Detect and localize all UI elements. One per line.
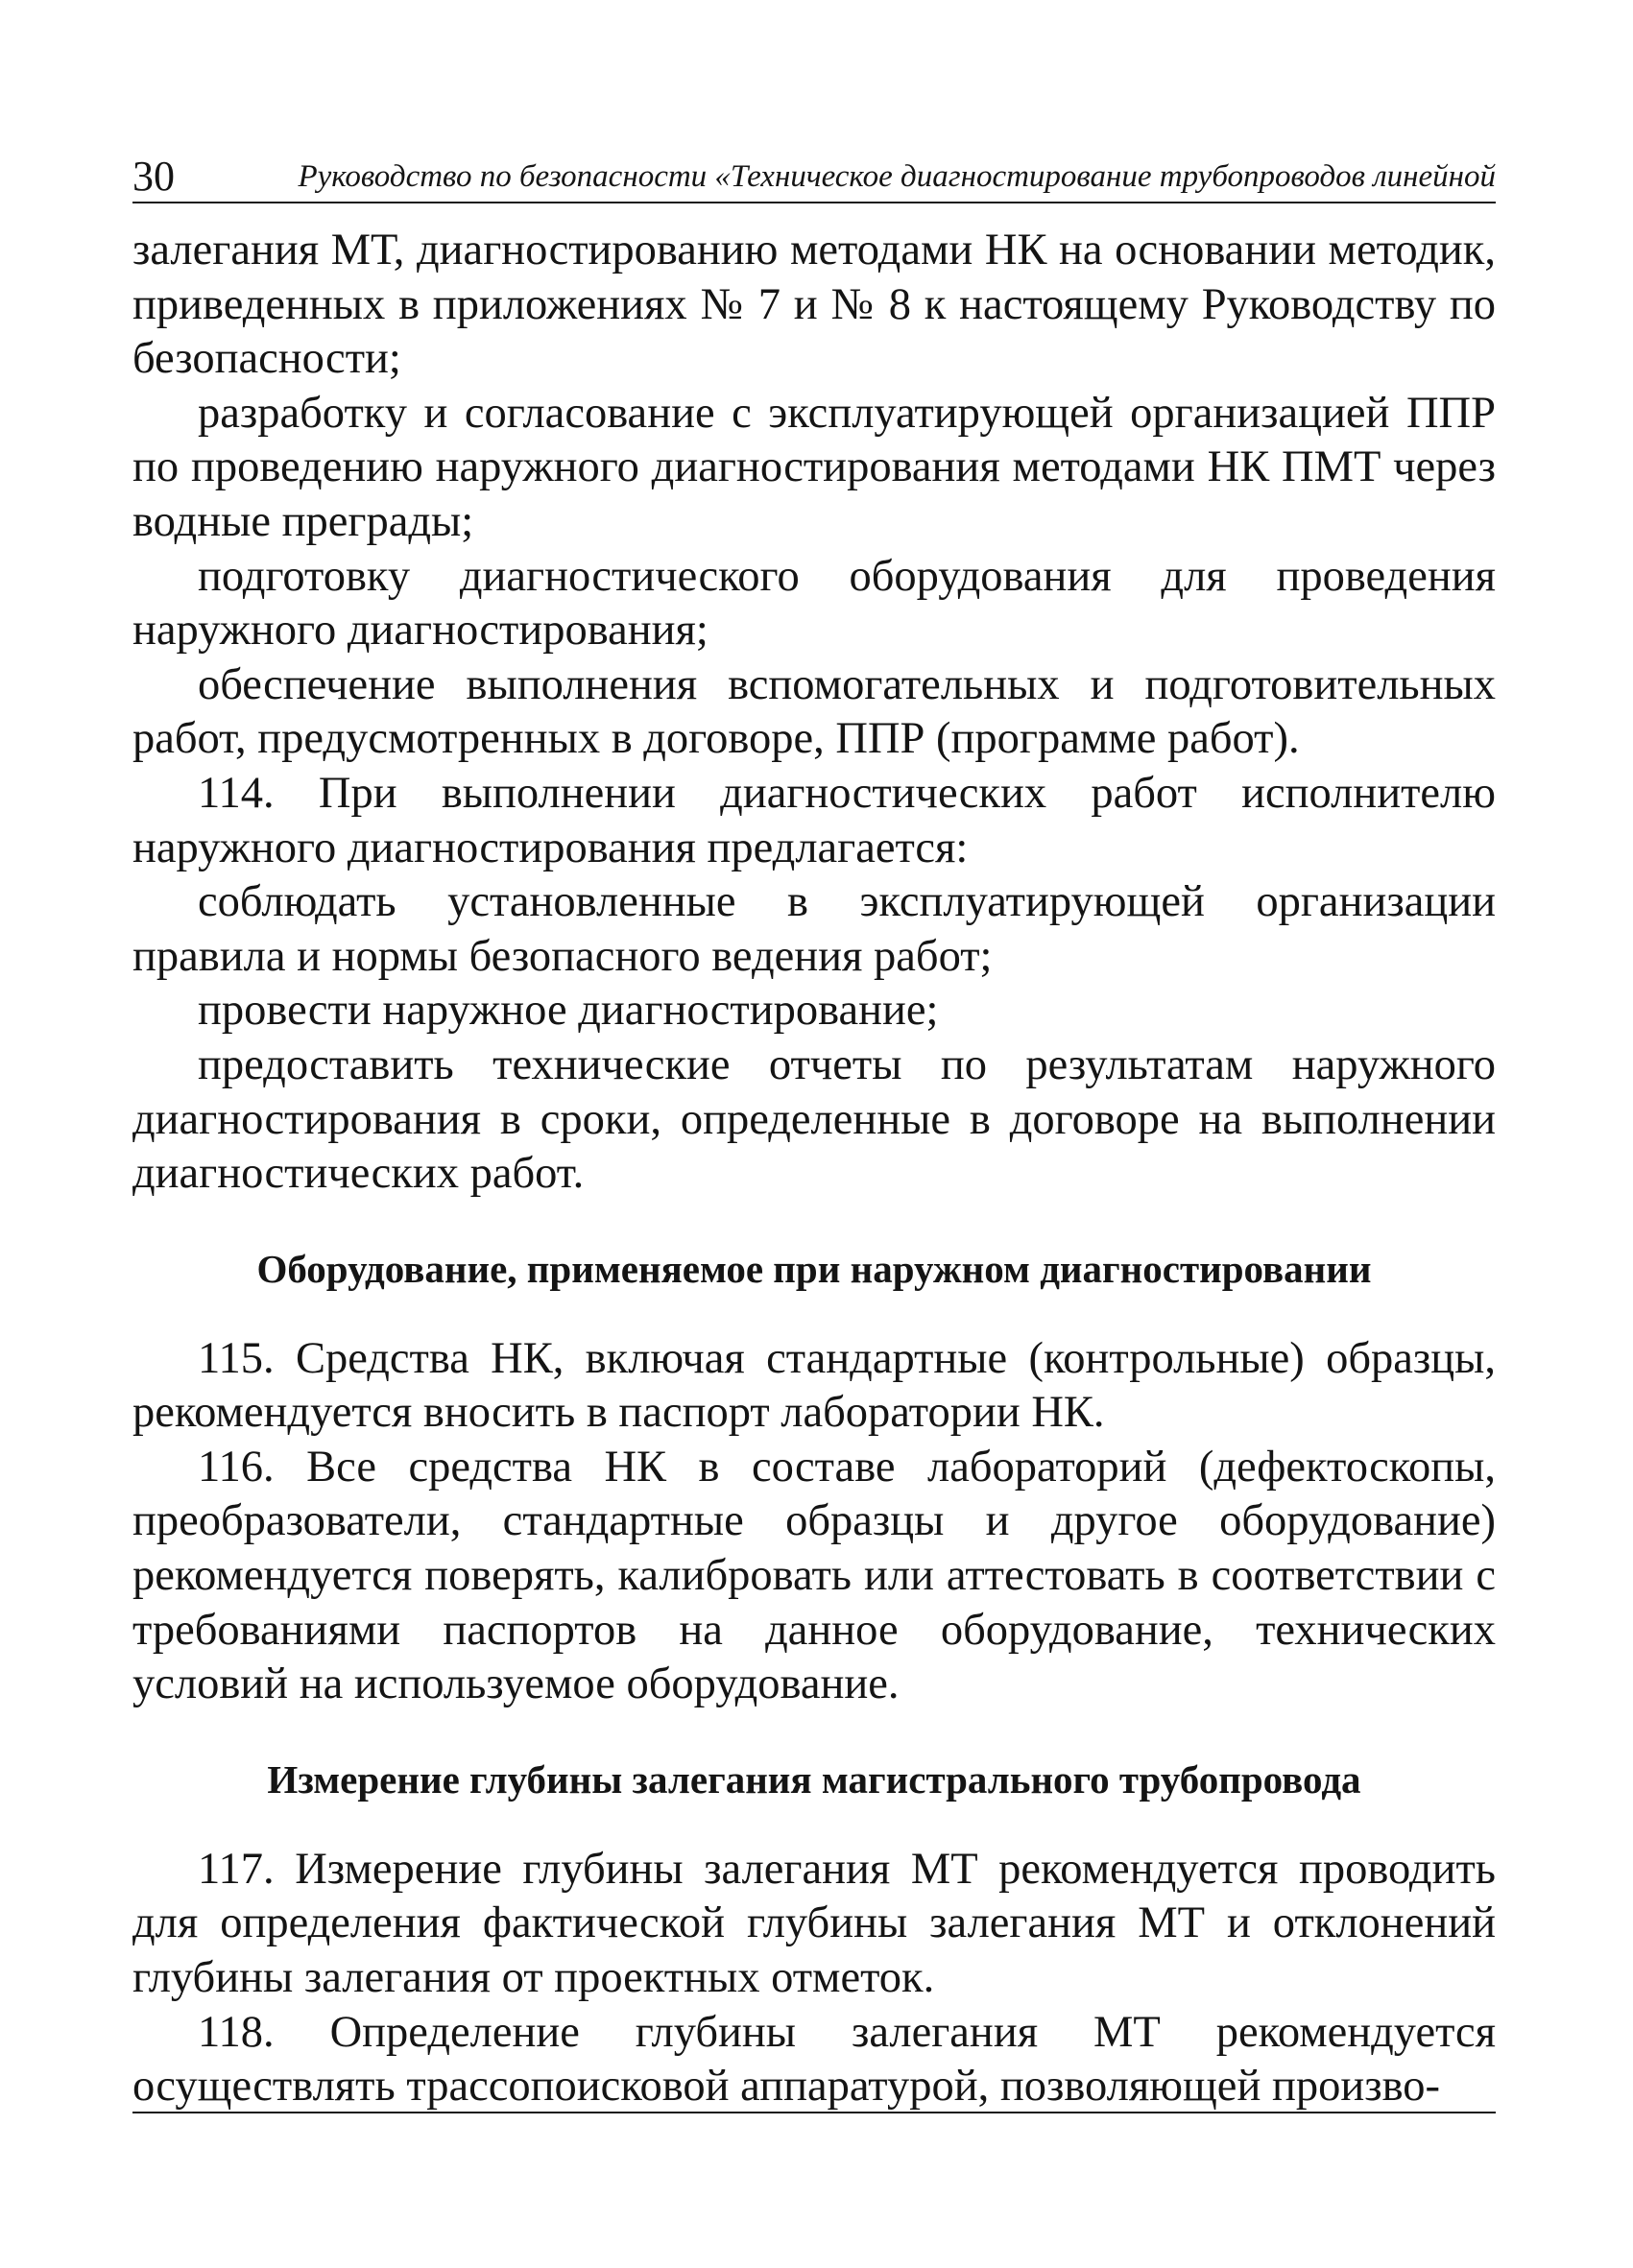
paragraph: предоставить технические отчеты по результатам наружного диагностирования в сроки, определенные в договоре на выполнении диагностических работ. (132, 1039, 1496, 1199)
document-page (132, 0, 1496, 2268)
paragraph: 114. При выполнении диагностических работ исполнителю наружного диагностирования предлагается: (132, 768, 1496, 872)
body-text (132, 224, 1496, 2114)
paragraph: провести наружное диагностирование; (198, 986, 939, 1036)
paragraph: подготовку диагностического оборудования для проведения наружного диагностирования; (132, 551, 1496, 656)
running-title: Руководство по безопасности «Техническое диагностирование трубопроводов линейной (298, 159, 1496, 194)
paragraph: залегания МТ, диагностированию методами НК на основании методик, приведенных в приложениях № 7 и № 8 к настоящему Руководству по безопасности; (132, 226, 1496, 384)
paragraph: 118. Определение глубины залегания МТ рекомендуется осуществлять трассопоисковой аппаратурой, позволяющей произво- (132, 2007, 1496, 2112)
paragraph: 116. Все средства НК в составе лабораторий (дефектоскопы, преобразователи, стандартные образцы и другое оборудование) рекомендуется поверять, калибровать или аттестовать в соответствии с требованиями паспортов на данное оборудование, технических условий на используемое оборудование. (132, 1442, 1496, 1709)
section-heading: Оборудование, применяемое при наружном диагностировании (256, 1246, 1372, 1291)
paragraph: разработку и согласование с эксплуатирующей организацией ППР по проведению наружного диагностирования методами НК ПМТ через водные преграды; (132, 388, 1496, 546)
page-number: 30 (132, 153, 175, 200)
paragraph: 117. Измерение глубины залегания МТ рекомендуется проводить для определения фактической глубины залегания МТ и отклонений глубины залегания от проектных отметок. (132, 1844, 1496, 2003)
paragraph: соблюдать установленные в эксплуатирующей организации правила и нормы безопасного ведения работ; (132, 877, 1496, 981)
bottom-rule (132, 2112, 1496, 2113)
paragraph: 115. Средства НК, включая стандартные (контрольные) образцы, рекомендуется вносить в паспорт лаборатории НК. (132, 1333, 1496, 1438)
paragraph: обеспечение выполнения вспомогательных и подготовительных работ, предусмотренных в договоре, ППР (программе работ). (132, 659, 1496, 764)
running-header (132, 144, 1496, 203)
section-heading: Измерение глубины залегания магистрального трубопровода (267, 1756, 1361, 1802)
